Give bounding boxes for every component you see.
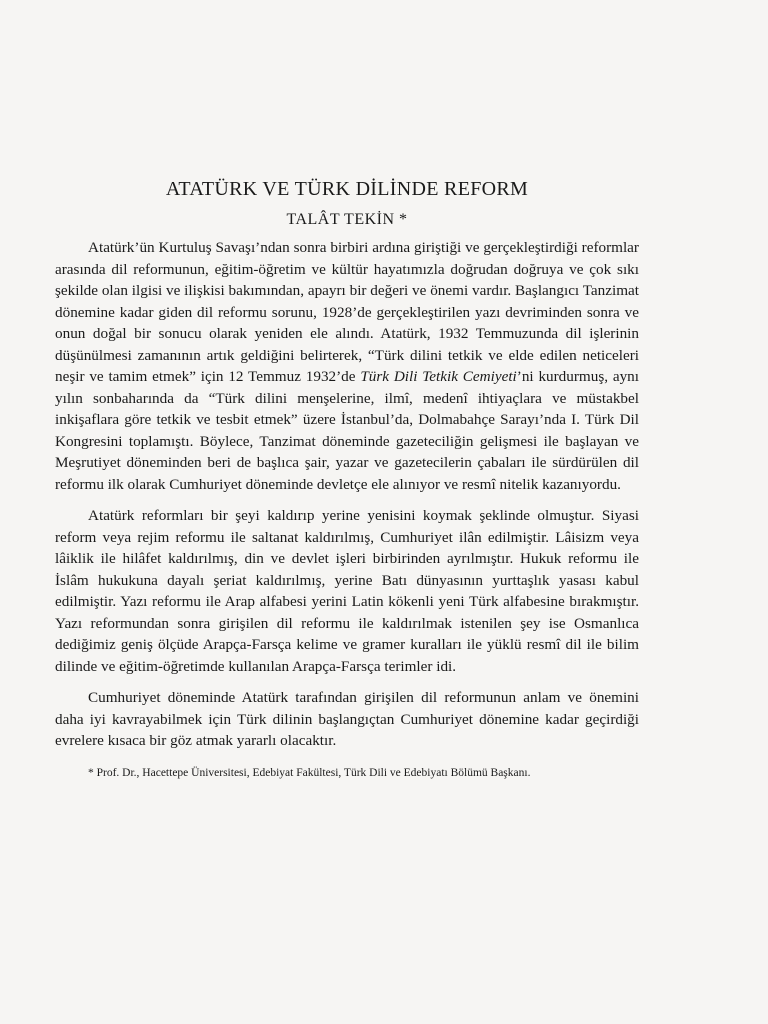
document-page [55,178,639,780]
article-author: TALÂT TEKİN * [286,211,408,228]
body-paragraph-1 [55,237,639,495]
body-paragraph-2: Atatürk reformları bir şeyi kaldırıp yerine yenisini koymak şeklinde olmuştur. Siyasi reform veya rejim reformu ile saltanat kaldırılmış, Cumhuriyet ilân edilmiştir. Lâisizm veya lâiklik ile hilâfet kaldırılmış, din ve devlet işleri birbirinden ayrılmıştır. Hukuk reformu ile İslâm hukukuna dayalı şeriat kaldırılmış, yerine Batı dünyasının yurttaşlık yasası kabul edilmiştir. Yazı reformu ile Arap alfabesi yerini Latin kökenli yeni Türk alfabesine bırakmıştır. Yazı reformundan sonra girişilen dil reformu ile kaldırılmak istenilen şey ise Osmanlıca dediğimiz geniş ölçüde Arapça-Farsça kelime ve gramer kuralları ile yüklü resmî dil ile bilim dilinde ve eğitim-öğretimde kullanılan Arapça-Farsça terimler idi. [55,507,639,675]
society-name: Türk Dili Tetkik Cemiyeti [360,368,517,385]
article-title: ATATÜRK VE TÜRK DİLİNDE REFORM [165,178,529,200]
paragraph-1-text-before: Atatürk’ün Kurtuluş Savaşı’ndan sonra birbiri ardına giriştiği ve gerçekleştirdiği reformlar arasında dil reformunun, eğitim-öğretim ve kültür hayatımızla doğrudan doğruya ve çok sıkı şekilde olan ilgisi ve ilişkisi bakımından, apayrı bir değeri ve önemi vardır. Başlangıcı Tanzimat dönemine kadar giden dil reformu sorunu, 1928’de gerçekleştirilen yazı devriminden sonra ve onun doğal bir sonucu olarak yeniden ele alındı. Atatürk, 1932 Temmuzunda dil işlerinin düşünülmesi zamanının artık geldiğini belirterek, “Türk dilini tetkik ve elde edilen neticeleri neşir ve tamim etmek” için 12 Temmuz 1932’de [55,239,639,385]
body-paragraph-3: Cumhuriyet döneminde Atatürk tarafından girişilen dil reformunun anlam ve önemini daha iyi kavrayabilmek için Türk dilinin başlangıçtan Cumhuriyet dönemine kadar geçirdiği evrelere kısaca bir göz atmak yararlı olacaktır. [55,689,639,749]
footnote: * Prof. Dr., Hacettepe Üniversitesi, Edebiyat Fakültesi, Türk Dili ve Edebiyatı Bölümü Başkanı. [88,766,531,779]
paragraph-1-text-after: ’ni kurdurmuş, aynı yılın sonbaharında da “Türk dilini menşelerine, ilmî, medenî ihtiyaçlara ve müstakbel inkişaflara göre tetkik ve tesbit etmek” üzere İstanbul’da, Dolmabahçe Sarayı’nda I. Türk Dil Kongresini toplamıştı. Böylece, Tanzimat döneminde gazeteciliğin gelişmesi ile başlayan ve Meşrutiyet döneminden beri de başlıca şair, yazar ve gazetecilerin çabaları ile sürdürülen dil reformu ilk olarak Cumhuriyet döneminde devletçe ele alınıyor ve resmî nitelik kazanıyordu. [55,368,639,493]
